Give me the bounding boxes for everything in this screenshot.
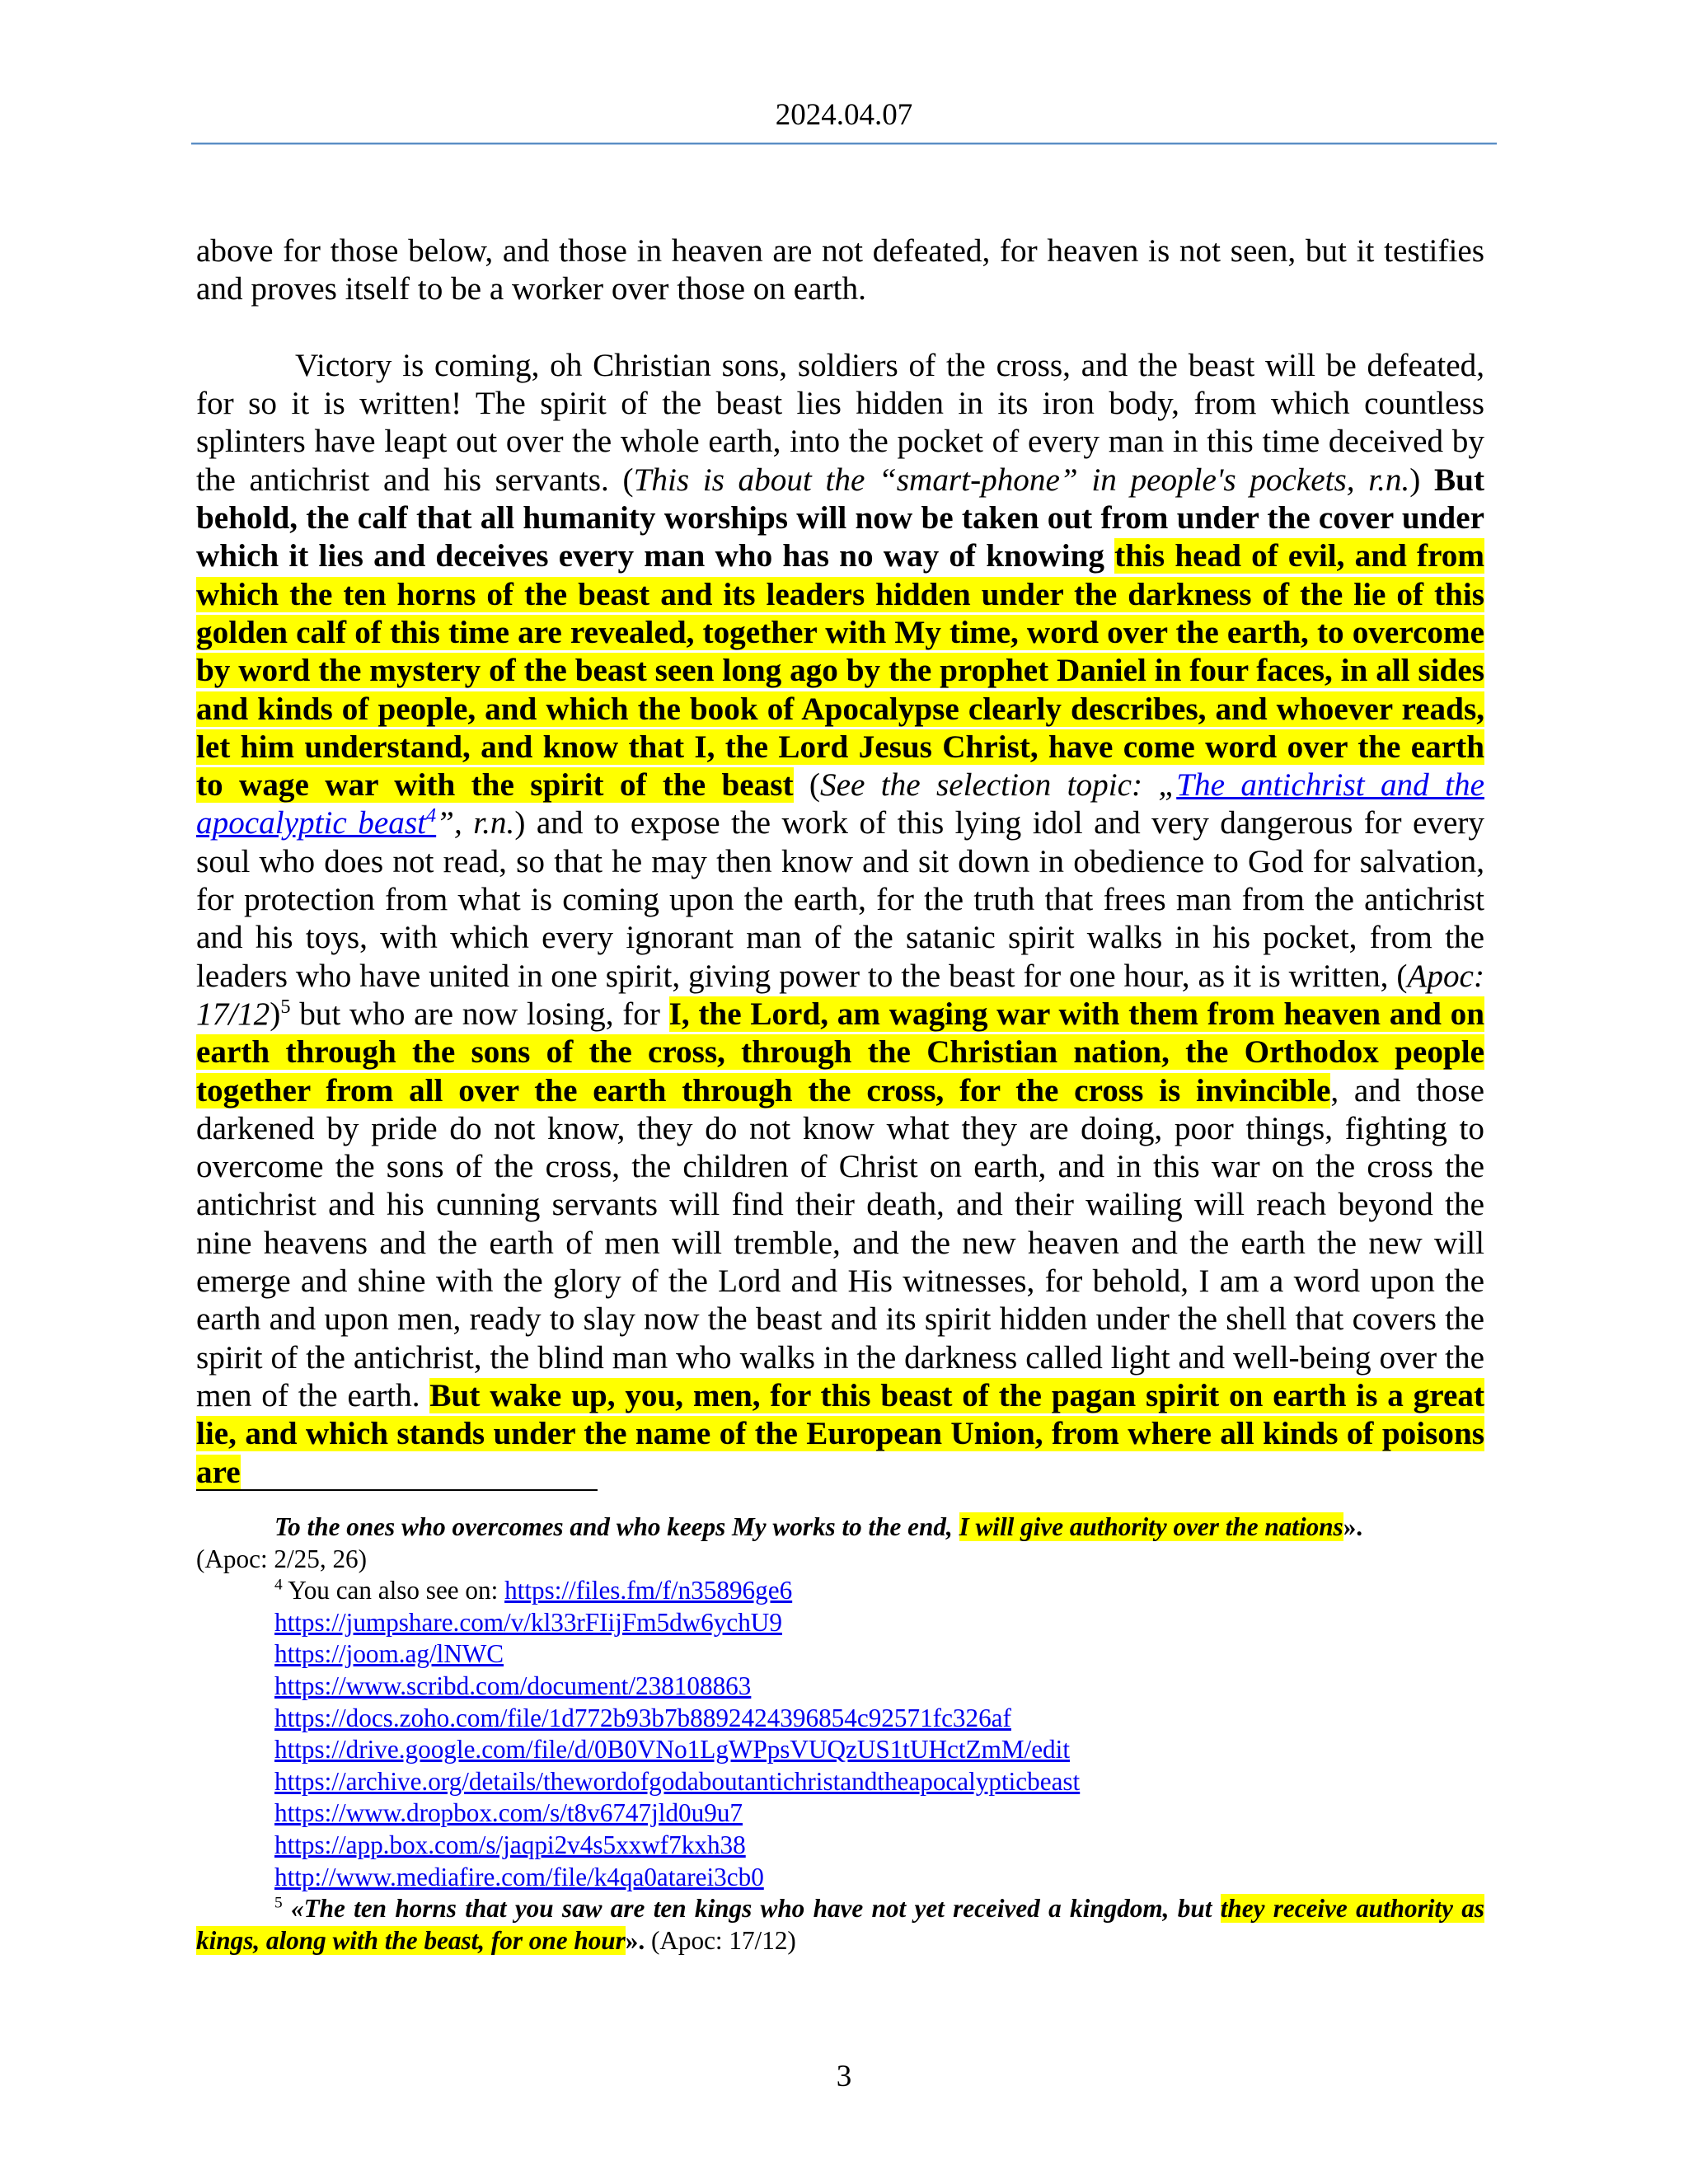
footnote-4 xyxy=(196,1575,1484,1893)
footnote-5-highlight: they receive authority as kings, along with the beast, for one hour xyxy=(196,1894,1484,1955)
text-segment: Victory is coming, oh Christian sons, soldiers of the cross, and the beast will be defeated, for so it is written! The spirit of the beast lies hidden in its iron body, from which countless splinters have leapt out over the whole earth, into the pocket of every man in this time deceived by the antichrist and his servants. ( xyxy=(196,347,1484,498)
link-mediafire[interactable]: http://www.mediafire.com/file/k4qa0atarei3cb0 xyxy=(274,1862,764,1891)
body-text xyxy=(196,232,1484,1492)
paragraph-victory xyxy=(196,347,1484,1492)
page-number: 3 xyxy=(836,2060,852,2093)
selection-topic-label: See the selection topic: „ xyxy=(819,767,1177,804)
footnote-separator xyxy=(196,1489,598,1491)
editor-note-rn: ”, r.n. xyxy=(436,805,515,841)
link-scribd[interactable]: https://www.scribd.com/document/238108863 xyxy=(274,1671,752,1700)
highlighted-passage-lord-waging-war: I, the Lord, am waging war with them from heaven and on earth through the sons of the cross, through the Christian nation, the Orthodox people together from all over the earth through the cross, for the cross is invincible xyxy=(196,996,1484,1108)
text-segment: ) xyxy=(270,996,281,1032)
footnote-5-number: 5 xyxy=(274,1894,283,1912)
footnote-ref-4[interactable]: 4 xyxy=(426,804,437,827)
footnote-4-intro: You can also see on: xyxy=(282,1576,505,1605)
highlighted-passage-head-of-evil: this head of evil, and from which the ten horns of the beast and its leaders hidden under the darkness of the lie of this golden calf of this time are revealed, together with My time, word over the earth, to overcome by word the mystery of the beast seen long ago by the prophet Daniel in four faces, in all sides and kinds of people, and which the book of Apocalypse clearly describes, and whoever reads, let him understand, and know that I, the Lord Jesus Christ, have come word over the earth to wage war with the spirit of the beast xyxy=(196,538,1484,804)
footnote-5 xyxy=(196,1893,1484,1957)
link-text[interactable]: The antichrist and the apocalyptic beast xyxy=(196,767,1484,841)
link-archive-org[interactable]: https://archive.org/details/thewordofgodaboutantichristandtheapocalypticbeast xyxy=(274,1766,1081,1796)
link-box[interactable]: https://app.box.com/s/jaqpi2v4s5xxwf7kxh38 xyxy=(274,1830,746,1859)
header-rule xyxy=(191,143,1497,144)
footnote-continued-reference: (Apoc: 2/25, 26) xyxy=(196,1544,368,1573)
link-files-fm[interactable]: https://files.fm/f/n35896ge6 xyxy=(504,1576,793,1605)
text-segment: ) and to expose the work of this lying idol and very dangerous for every soul who does not read, so that he may then know and sit down in obedience to God for salvation, for protection from what is coming upon the earth, for the truth that frees man from the antichrist and his toys, with which every ignorant man of the satanic spirit walks in his pocket, from the leaders who have united in one spirit, giving power to the beast for one hour, as it is written, ( xyxy=(196,805,1484,994)
scripture-ref-apoc-17-12: Apoc: 17/12 xyxy=(196,958,1484,1032)
footnotes xyxy=(196,1511,1484,1957)
text-segment: , and those darkened by pride do not know, they do not know what they are doing, poor things, fighting to overcome the sons of the cross, the children of Christ on earth, and in this war on the cross the antichrist and his cunning servants will find their death, and their wailing will reach beyond the nine heavens and the earth of men will tremble, and the new heaven and the earth the new will emerge and shine with the glory of the Lord and His witnesses, for behold, I am a word upon the earth and upon men, ready to slay now the beast and its spirit hidden under the shell that covers the spirit of the antichrist, the blind man who walks in the darkness called light and well-being over the men of the earth. xyxy=(196,1072,1484,1413)
highlighted-passage-wake-up: But wake up, you, men, for this beast of the pagan spirit on earth is a great lie, and which stands under the name of the European Union, from where all kinds of poisons are xyxy=(196,1377,1484,1490)
link-zoho-docs[interactable]: https://docs.zoho.com/file/1d772b93b7b8892424396854c92571fc326af xyxy=(274,1703,1011,1732)
bold-passage-behold: But behold, the calf that all humanity worships will now be taken out from under the cover under which it lies and deceives every man who has no way of knowing xyxy=(196,462,1484,574)
link-jumpshare[interactable]: https://jumpshare.com/v/kl33rFIijFm5dw6ychU9 xyxy=(274,1607,782,1637)
footnote-5-reference: (Apoc: 17/12) xyxy=(645,1925,796,1955)
link-dropbox[interactable]: https://www.dropbox.com/s/t8v6747jld0u9u7 xyxy=(274,1798,743,1828)
footnote-5-closing: ». xyxy=(625,1925,645,1955)
footnote-4-first-line xyxy=(274,1575,1484,1607)
footnote-continued xyxy=(196,1511,1484,1544)
link-joom[interactable]: https://joom.ag/lNWC xyxy=(274,1639,504,1669)
editor-note-smartphone: This is about the “smart-phone” in people's pockets, r.n. xyxy=(633,462,1410,498)
text-segment: ) xyxy=(1409,462,1435,498)
link-google-drive[interactable]: https://drive.google.com/file/d/0B0VNo1LgWPpsVUQzUS1tUHctZmM/edit xyxy=(274,1735,1070,1765)
footnote-continued-closing: ». xyxy=(1343,1512,1363,1541)
paragraph-continuation: above for those below, and those in heaven are not defeated, for heaven is not seen, but it testifies and proves itself to be a worker over those on earth. xyxy=(196,233,1484,307)
footnote-continued-highlight: I will give authority over the nations xyxy=(959,1512,1343,1541)
footnote-5-quote: «The ten horns that you saw are ten kings who have not yet received a kingdom, but xyxy=(282,1894,1221,1924)
text-segment: ( xyxy=(793,767,820,804)
text-segment: but who are now losing, for xyxy=(290,996,669,1032)
page-header-date: 2024.04.07 xyxy=(775,98,913,132)
footnote-ref-5[interactable]: 5 xyxy=(280,995,291,1018)
footnote-continued-quote: To the ones who overcomes and who keeps My works to the end, xyxy=(274,1512,959,1541)
footnote-4-number: 4 xyxy=(274,1576,283,1594)
